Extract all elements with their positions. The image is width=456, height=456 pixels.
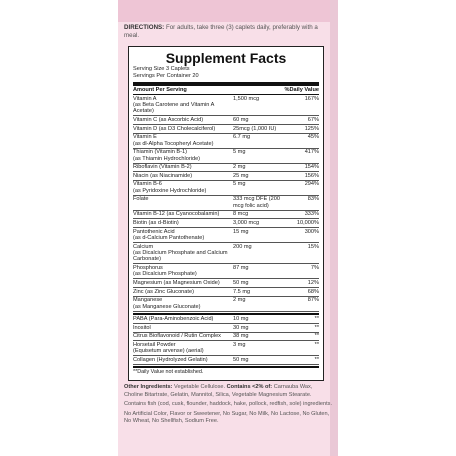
nutrient-name-text: PABA (Para-Aminobenzoic Acid) (133, 316, 214, 323)
nutrient-name-text: Niacin (as Niacinamide) (133, 172, 193, 179)
thick-rule (133, 82, 319, 86)
nutrient-name (133, 333, 233, 339)
amount-header: Amount Per Serving (133, 87, 187, 93)
nutrient-row (133, 149, 319, 164)
nutrient-name (133, 357, 233, 363)
nutrient-row (133, 125, 319, 134)
column-header (133, 87, 319, 95)
nutrient-source: (as Dicalcium Phosphate) (133, 271, 197, 278)
nutrient-name (133, 181, 233, 194)
other-nutrient-rows (133, 316, 319, 365)
nutrient-row (133, 116, 319, 125)
nutrient-source: (as d-Calcium Pantothenate) (133, 234, 205, 241)
nutrient-daily-value: 125% (304, 125, 319, 132)
nutrient-name (133, 173, 233, 179)
servings-per-container: Servings Per Container 20 (133, 73, 199, 79)
nutrient-row (133, 264, 319, 279)
nutrient-amount: 10 mg (233, 316, 249, 323)
footnote: **Daily Value not established. (133, 368, 204, 375)
nutrient-name-text: Vitamin A (133, 95, 157, 102)
nutrient-daily-value: 83% (307, 196, 319, 203)
nutrient-name (133, 342, 233, 355)
nutrient-name-text: Collagen (Hydrolyzed Gelatin) (133, 356, 208, 363)
nutrient-daily-value: 67% (307, 117, 319, 123)
nutrient-name-text: Riboflavin (Vitamin B-2) (133, 164, 192, 171)
nutrient-name-text: Folate (133, 196, 149, 203)
nutrient-name-text: Phosphorus (133, 264, 163, 271)
nutrient-name (133, 196, 233, 209)
nutrient-row (133, 164, 319, 173)
nutrient-amount: 25mcg (1,000 IU) (233, 125, 277, 132)
medium-rule (133, 313, 319, 315)
ingredients-paragraph (124, 384, 332, 399)
nutrient-rows (133, 95, 319, 312)
nutrient-name (133, 117, 233, 123)
nutrient-row (133, 181, 319, 196)
nutrient-name (133, 164, 233, 170)
nutrient-amount: 60 mg (233, 117, 249, 123)
nutrient-name (133, 244, 233, 263)
nutrient-daily-value: 333% (304, 211, 319, 218)
nutrient-amount: 30 mg (233, 324, 249, 331)
nutrient-name-text: Horsetail Powder (133, 341, 176, 348)
nutrient-name (133, 96, 233, 115)
nutrient-daily-value: 156% (304, 172, 319, 179)
nutrient-name-text: Vitamin B-12 (as Cyanocobalamin) (133, 211, 220, 218)
daily-value-header: %Daily Value (284, 87, 319, 93)
nutrient-daily-value: 12% (307, 279, 319, 286)
nutrient-daily-value: 167% (304, 95, 319, 102)
nutrient-row (133, 288, 319, 297)
nutrient-source: (as Beta Carotene and Vitamin A Acetate) (133, 102, 215, 115)
nutrient-row (133, 228, 319, 243)
nutrient-daily-value: 68% (307, 288, 319, 295)
nutrient-row (133, 333, 319, 342)
nutrient-name-text: Calcium (133, 243, 154, 250)
nutrient-row (133, 172, 319, 181)
nutrient-daily-value: ** (314, 316, 319, 323)
nutrient-amount: 2 mg (233, 297, 246, 304)
directions-body: For adults, take three (3) caplets daily, preferably with a meal. (124, 24, 318, 39)
nutrient-name (133, 325, 233, 331)
nutrient-name (133, 211, 233, 217)
nutrient-amount: 50 mg (233, 356, 249, 363)
nutrient-row (133, 211, 319, 220)
nutrient-row (133, 316, 319, 325)
nutrient-row (133, 324, 319, 333)
nutrient-amount: 3 mg (233, 341, 246, 348)
medium-rule-bottom (133, 366, 319, 368)
nutrient-source: (as dl-Alpha Tocopheryl Acetate) (133, 140, 214, 147)
nutrient-daily-value: 300% (304, 228, 319, 235)
nutrient-amount: 333 mcg DFE (200 mcg folic acid) (233, 196, 280, 209)
nutrient-row (133, 95, 319, 116)
nutrient-row (133, 134, 319, 149)
nutrient-name-text: Vitamin D (as D3 Cholecalciferol) (133, 125, 216, 132)
nutrient-amount: 5 mg (233, 149, 246, 156)
directions-text (124, 24, 332, 40)
contains-text: Carnauba Wax, Choline Bitartrate, Gelatin, Mannitol, Silica, Vegetable Magnesium Stearate. (124, 384, 313, 398)
supplement-facts-panel (128, 46, 324, 381)
ingredients-text: Vegetable Cellulose. (174, 384, 226, 390)
nutrient-name (133, 126, 233, 132)
nutrient-name-text: Manganese (133, 297, 163, 304)
nutrient-daily-value: 15% (307, 243, 319, 250)
nutrient-source: (as Pyridoxine Hydrochloride) (133, 187, 207, 194)
nutrient-amount: 2 mg (233, 164, 246, 171)
nutrient-name-text: Thiamin (Vitamin B-1) (133, 149, 187, 156)
nutrient-row (133, 219, 319, 228)
nutrient-row (133, 341, 319, 356)
nutrient-daily-value: ** (314, 341, 319, 348)
nutrient-row (133, 356, 319, 365)
nutrient-name-text: Vitamin C (as Ascorbic Acid) (133, 117, 204, 123)
nutrient-amount: 200 mg (233, 243, 252, 250)
nutrient-name (133, 229, 233, 242)
nutrient-row (133, 243, 319, 264)
nutrient-amount: 50 mg (233, 279, 249, 286)
ingredients-label: Other Ingredients: (124, 384, 173, 390)
nutrient-name (133, 149, 233, 162)
nutrient-amount: 7.5 mg (233, 288, 251, 295)
other-ingredients-section (124, 384, 332, 428)
nutrient-name (133, 297, 233, 310)
nutrient-daily-value: 7% (310, 264, 319, 271)
contains-label: Contains <2% of: (226, 384, 273, 390)
nutrient-amount: 8 mcg (233, 211, 249, 218)
nutrient-daily-value: ** (314, 333, 319, 340)
nutrient-daily-value: ** (314, 324, 319, 331)
nutrient-amount: 87 mg (233, 264, 249, 271)
nutrient-amount: 3,000 mcg (233, 219, 260, 226)
nutrient-amount: 6.7 mg (233, 134, 251, 141)
nutrient-name-text: Zinc (as Zinc Gluconate) (133, 288, 194, 295)
nutrient-name-text: Pantothenic Acid (133, 228, 175, 235)
nutrient-amount: 15 mg (233, 228, 249, 235)
nutrient-amount: 5 mg (233, 181, 246, 188)
nutrient-source: (Equisetum arvense) (aerial) (133, 348, 204, 355)
nutrient-name-text: Citrus Bioflavonoid / Rutin Complex (133, 333, 221, 340)
nutrient-name (133, 289, 233, 295)
serving-size: Serving Size 3 Caplets (133, 66, 190, 72)
nutrient-name (133, 220, 233, 226)
nutrient-source: (as Manganese Gluconate) (133, 303, 201, 310)
nutrient-daily-value: 10,000% (296, 219, 319, 226)
directions-label: DIRECTIONS: (124, 24, 165, 31)
nutrient-name (133, 265, 233, 278)
nutrient-name-text: Vitamin B-6 (133, 181, 162, 188)
nutrient-name (133, 316, 233, 322)
nutrient-source: (as Dicalcium Phosphate and Calcium Carbonate) (133, 249, 228, 263)
nutrient-row (133, 196, 319, 211)
nutrient-name-text: Biotin (as d-Biotin) (133, 219, 179, 226)
free-from-text: No Artificial Color, Flavor or Sweetener, No Sugar, No Milk, No Lactose, No Gluten, No Wheat, No Shellfish, Sodium Free. (124, 410, 330, 425)
nutrient-amount: 25 mg (233, 172, 249, 179)
nutrient-daily-value: 417% (304, 149, 319, 156)
nutrient-daily-value: ** (314, 356, 319, 363)
nutrient-daily-value: 45% (307, 134, 319, 141)
nutrient-row (133, 279, 319, 288)
nutrient-name-text: Vitamin E (133, 134, 157, 141)
panel-title: Supplement Facts (165, 50, 287, 66)
nutrient-name (133, 134, 233, 147)
fish-allergen-text: Contains fish (cod, cusk, flounder, haddock, hake, pollock, redfish, sole) ingredients. (124, 401, 333, 408)
nutrient-daily-value: 294% (304, 181, 319, 188)
nutrient-amount: 38 mg (233, 333, 249, 340)
nutrient-daily-value: 87% (307, 297, 319, 304)
nutrient-name (133, 280, 233, 286)
nutrient-amount: 1,500 mcg (233, 95, 260, 102)
nutrient-source: (as Thiamin Hydrochloride) (133, 155, 201, 162)
nutrient-daily-value: 154% (304, 164, 319, 171)
nutrient-row (133, 297, 319, 312)
box-top-band (118, 0, 338, 22)
nutrient-name-text: Magnesium (as Magnesium Oxide) (133, 279, 220, 286)
nutrient-name-text: Inositol (133, 324, 151, 331)
